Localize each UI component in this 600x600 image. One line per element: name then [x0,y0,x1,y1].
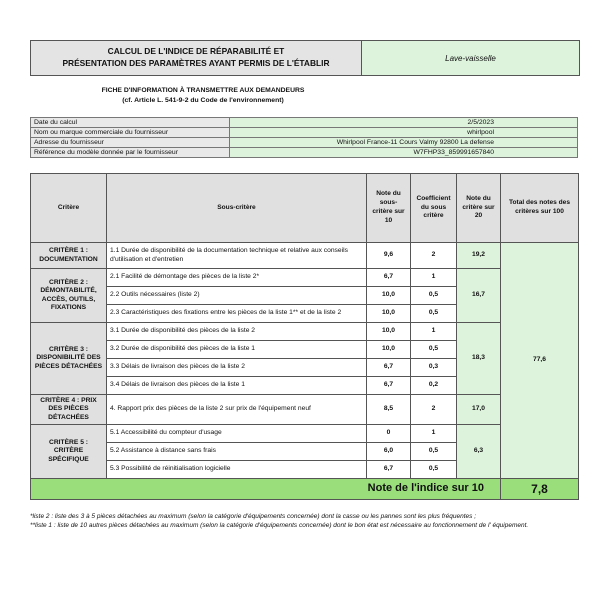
subtitle-line-1: FICHE D'INFORMATION À TRANSMETTRE AUX DEMANDEURS [101,87,305,94]
table-row [31,395,579,425]
subcriterion-label: 2.1 Facilité de démontage des pièces de la liste 2* [107,269,367,287]
criterion-label: CRITÈRE 2 : DÉMONTABILITÉ, ACCÈS, OUTILS, FIXATIONS [31,269,107,323]
criterion-score: 18,3 [457,323,501,395]
col-header-total: Total des notes des critères sur 100 [501,174,579,243]
table-row [31,269,579,287]
info-row [31,138,578,148]
subcriterion-coef: 0,5 [411,461,457,479]
title-line-1: CALCUL DE L'INDICE DE RÉPARABILITÉ ET [107,46,285,57]
col-header-note-critere: Note du critère sur 20 [457,174,501,243]
table-row [31,425,579,443]
subcriterion-score: 9,6 [367,243,411,269]
info-row [31,148,578,158]
subcriterion-coef: 0,5 [411,305,457,323]
subcriterion-score: 8,5 [367,395,411,425]
subcriterion-label: 2.3 Caractéristiques des fixations entre les pièces de la liste 1** et de la liste 2 [107,305,367,323]
subcriterion-coef: 2 [411,243,457,269]
info-label: Adresse du fournisseur [31,138,230,148]
total-score: 77,6 [501,243,579,479]
info-label: Référence du modèle donnée par le fournisseur [31,148,230,158]
supplier-info-table [30,117,578,158]
subcriterion-coef: 0,2 [411,377,457,395]
subcriterion-coef: 1 [411,269,457,287]
subcriterion-label: 5.1 Accessibilité du compteur d'usage [107,425,367,443]
criterion-score: 17,0 [457,395,501,425]
subcriterion-score: 6,7 [367,377,411,395]
subcriterion-label: 4. Rapport prix des pièces de la liste 2 sur prix de l'équipement neuf [107,395,367,425]
subcriterion-score: 10,0 [367,305,411,323]
final-score-row [31,479,579,500]
subcriterion-score: 10,0 [367,341,411,359]
title-line-2: PRÉSENTATION DES PARAMÈTRES AYANT PERMIS DE L'ÉTABLIR [62,58,330,68]
info-value: Whirlpool France-11 Cours Valmy 92800 La defense [230,138,578,148]
info-label: Nom ou marque commerciale du fournisseur [31,128,230,138]
subcriterion-label: 1.1 Durée de disponibilité de la documentation technique et relative aux conseils d'utilisation et d'entretien [107,243,367,269]
sheet-subtitle [30,86,376,106]
criterion-label: CRITÈRE 1 : DOCUMENTATION [31,243,107,269]
info-row [31,128,578,138]
table-row [31,323,579,341]
col-header-sous-critere: Sous-critère [107,174,367,243]
subcriterion-label: 5.3 Possibilité de réinitialisation logicielle [107,461,367,479]
subcriterion-score: 10,0 [367,287,411,305]
criterion-label: CRITÈRE 4 : PRIX DES PIÈCES DÉTACHÉES [31,395,107,425]
sheet-title [31,41,362,75]
subcriterion-coef: 2 [411,395,457,425]
subcriterion-score: 6,0 [367,443,411,461]
table-row [31,243,579,269]
subcriterion-label: 5.2 Assistance à distance sans frais [107,443,367,461]
col-header-note-sous: Note du sous-critère sur 10 [367,174,411,243]
subcriterion-label: 3.2 Durée de disponibilité des pièces de la liste 1 [107,341,367,359]
footnote-list-2: *liste 2 : liste des 3 à 5 pièces détachées au maximum (selon la catégorie d'équipements concernée) dont la casse ou les pannes sont les plus fréquentes ; [30,513,477,520]
criterion-score: 19,2 [457,243,501,269]
subcriterion-score: 6,7 [367,359,411,377]
final-score-label: Note de l'indice sur 10 [31,479,501,500]
header-box [30,40,580,76]
footnotes [30,512,578,530]
subcriterion-score: 10,0 [367,323,411,341]
subcriterion-label: 2.2 Outils nécessaires (liste 2) [107,287,367,305]
subcriterion-label: 3.1 Durée de disponibilité des pièces de la liste 2 [107,323,367,341]
criterion-score: 6,3 [457,425,501,479]
subcriterion-score: 6,7 [367,269,411,287]
subcriterion-coef: 0,5 [411,287,457,305]
info-row [31,118,578,128]
subtitle-line-2: (cf. Article L. 541-9-2 du Code de l'environnement) [122,97,284,105]
col-header-coef: Coefficient du sous critère [411,174,457,243]
subcriterion-label: 3.3 Délais de livraison des pièces de la liste 2 [107,359,367,377]
scores-table [30,173,579,500]
subcriterion-coef: 1 [411,425,457,443]
criterion-label: CRITÈRE 3 : DISPONIBILITÉ DES PIÈCES DÉTACHÉES [31,323,107,395]
product-type: Lave-vaisselle [362,41,579,75]
subcriterion-coef: 1 [411,323,457,341]
footnote-list-1: **liste 1 : liste de 10 autres pièces détachées au maximum (selon la catégorie d'équipements concernée) dont le bon état est nécessaire au fonctionnement de l' équipement. [30,522,529,530]
info-value: whirlpool [230,128,578,138]
info-value: W7FHP33_859991657840 [230,148,578,158]
subcriterion-coef: 0,5 [411,443,457,461]
criterion-label: CRITÈRE 5 : CRITÈRE SPÉCIFIQUE [31,425,107,479]
subcriterion-score: 6,7 [367,461,411,479]
col-header-critere: Critère [31,174,107,243]
subcriterion-coef: 0,3 [411,359,457,377]
final-score-value: 7,8 [501,479,579,500]
table-header-row [31,174,579,243]
criterion-score: 16,7 [457,269,501,323]
subcriterion-coef: 0,5 [411,341,457,359]
info-label: Date du calcul [31,118,230,128]
subcriterion-score: 0 [367,425,411,443]
info-value: 2/5/2023 [230,118,578,128]
subcriterion-label: 3.4 Délais de livraison des pièces de la liste 1 [107,377,367,395]
